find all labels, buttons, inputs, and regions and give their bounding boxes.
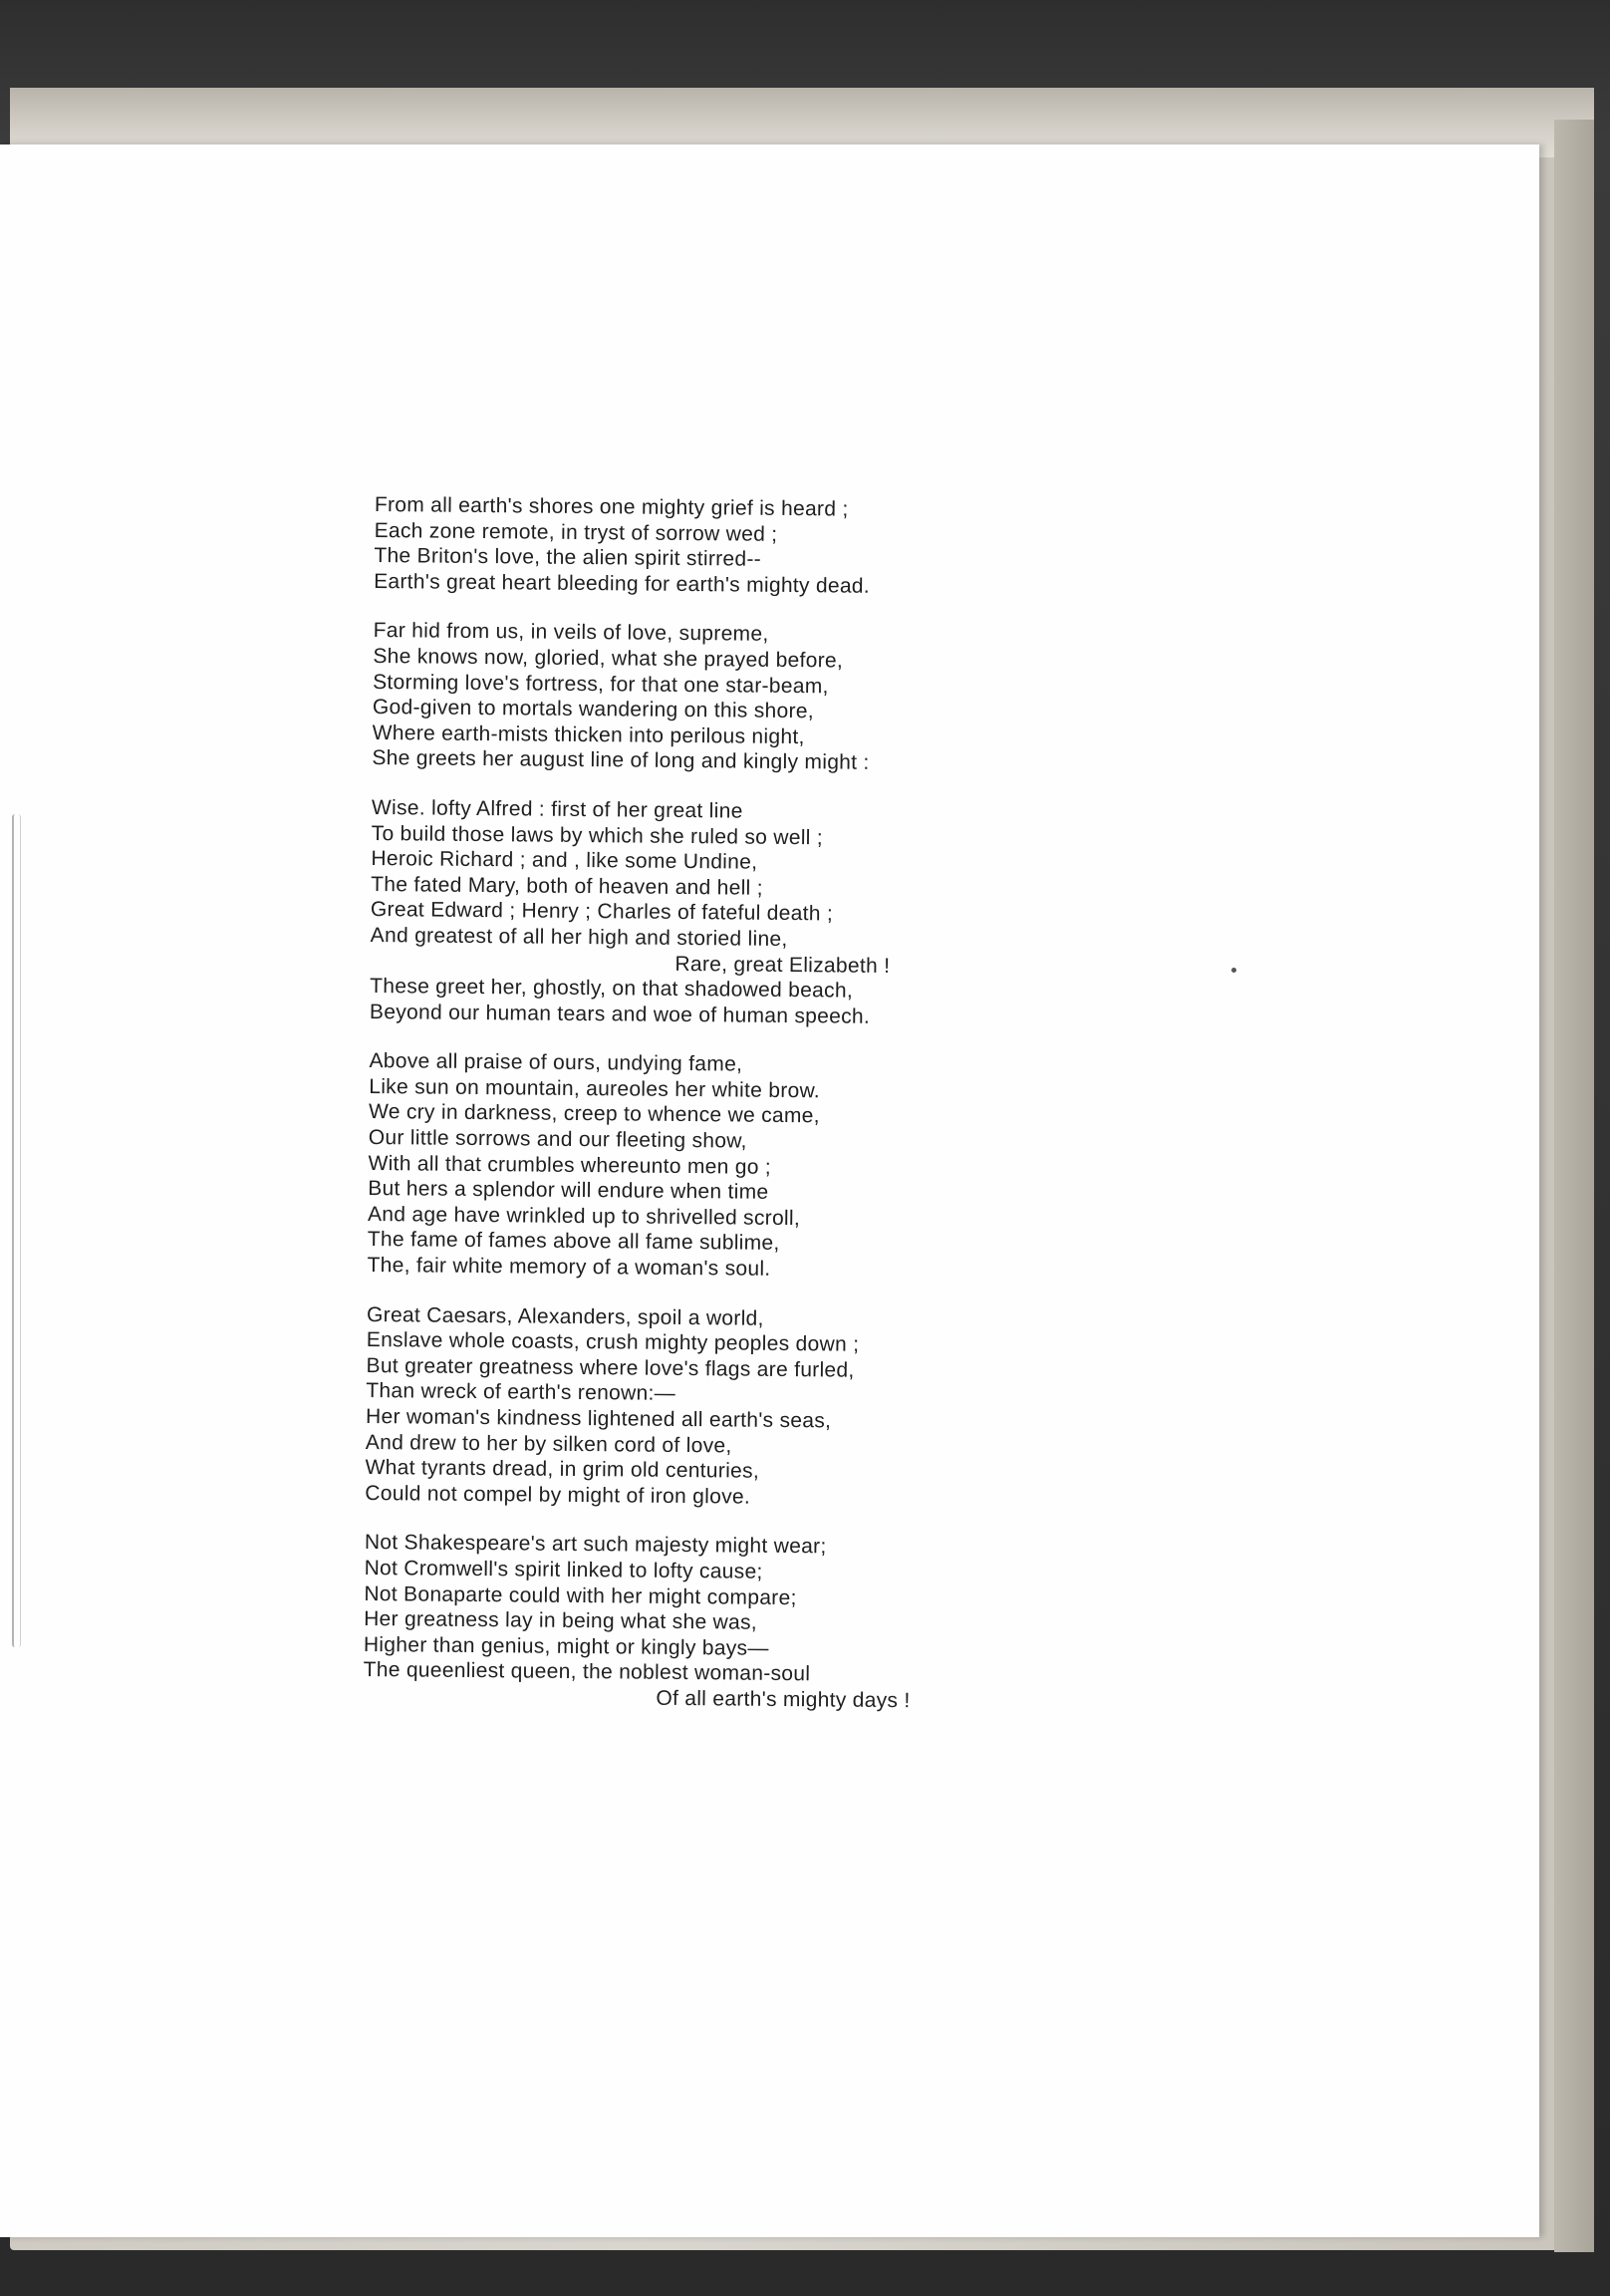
backing-board-right-edge bbox=[1554, 120, 1594, 2252]
poem-line: Not Shakespeare's art such majesty might wear; bbox=[364, 1531, 827, 1559]
poem-line: The Briton's love, the alien spirit stirred-- bbox=[374, 544, 762, 571]
stanza-3 bbox=[370, 795, 1009, 1030]
poem-line: Not Cromwell's spirit linked to lofty cause; bbox=[364, 1556, 763, 1583]
poem-line: But greater greatness where love's flags are furled, bbox=[366, 1353, 855, 1382]
poem-line: Earth's great heart bleeding for earth's mighty dead. bbox=[374, 569, 871, 598]
stanza-5 bbox=[365, 1302, 1004, 1513]
poem-line: From all earth's shores one mighty grief is heard ; bbox=[374, 492, 849, 521]
poem-line-indented: Rare, great Elizabeth ! bbox=[674, 952, 891, 978]
poem-line: The fated Mary, both of heaven and hell ; bbox=[371, 872, 763, 900]
poem-line: Each zone remote, in tryst of sorrow wed ; bbox=[374, 518, 778, 546]
poem-line: But hers a splendor will endure when time bbox=[368, 1177, 769, 1205]
poem-line: To build those laws by which she ruled so well ; bbox=[371, 821, 824, 849]
poem-line: Not Bonaparte could with her might compare; bbox=[364, 1581, 797, 1609]
poem-line: What tyrants dread, in grim old centuries, bbox=[365, 1456, 760, 1483]
poem-line: The queenliest queen, the noblest woman-soul bbox=[363, 1658, 811, 1686]
poem-line: Her greatness lay in being what she was, bbox=[364, 1607, 758, 1634]
poem-line: And drew to her by silken cord of love, bbox=[365, 1430, 732, 1458]
stanza-4 bbox=[367, 1048, 1006, 1284]
poem-line: Beyond our human tears and woe of human speech. bbox=[369, 1000, 871, 1028]
poem-line: Than wreck of earth's renown:— bbox=[366, 1379, 676, 1406]
poem-line: Enslave whole coasts, crush mighty peoples down ; bbox=[366, 1328, 860, 1356]
ink-speck bbox=[1231, 968, 1236, 973]
poem-line: Great Caesars, Alexanders, spoil a world, bbox=[366, 1302, 764, 1330]
poem-line: Like sun on mountain, aureoles her white brow. bbox=[369, 1074, 821, 1103]
binding-mark bbox=[12, 814, 21, 1647]
poem-line: Heroic Richard ; and , like some Undine, bbox=[371, 847, 758, 874]
poem-line: The fame of fames above all fame sublime, bbox=[367, 1228, 780, 1256]
poem-line: Great Edward ; Henry ; Charles of fateful death ; bbox=[370, 898, 834, 926]
stanza-6 bbox=[363, 1530, 1002, 1714]
poem-line: Where earth-mists thicken into perilous night, bbox=[372, 720, 805, 748]
poem-line: Storming love's fortress, for that one star-beam, bbox=[373, 670, 829, 698]
poem-line: Our little sorrows and our fleeting show, bbox=[368, 1126, 747, 1153]
poem-line: The, fair white memory of a woman's soul. bbox=[367, 1253, 771, 1281]
poem-line: And greatest of all her high and storied line, bbox=[370, 923, 788, 951]
poem-line: Far hid from us, in veils of love, supreme, bbox=[373, 619, 769, 647]
poem-line: We cry in darkness, creep to whence we came, bbox=[368, 1100, 820, 1128]
poem-line: Above all praise of ours, undying fame, bbox=[369, 1049, 743, 1076]
poem-line: With all that crumbles whereunto men go ; bbox=[368, 1151, 772, 1179]
poem-line: These greet her, ghostly, on that shadowed beach, bbox=[370, 975, 854, 1003]
poem-line-indented: Of all earth's mighty days ! bbox=[656, 1686, 911, 1713]
stanza-2 bbox=[372, 618, 1010, 777]
poem bbox=[363, 492, 1012, 1739]
poem-line: God-given to mortals wandering on this shore, bbox=[372, 696, 815, 723]
poem-line: Wise. lofty Alfred : first of her great line bbox=[371, 795, 743, 823]
poem-line: Higher than genius, might or kingly bays— bbox=[363, 1632, 769, 1660]
poem-line: She knows now, gloried, what she prayed before, bbox=[373, 644, 844, 673]
poem-line: Could not compel by might of iron glove. bbox=[365, 1481, 751, 1509]
stanza-1 bbox=[374, 492, 1012, 601]
poem-line: And age have wrinkled up to shrivelled scroll, bbox=[367, 1202, 801, 1230]
poem-line: Her woman's kindness lightened all earth's seas, bbox=[365, 1404, 832, 1433]
poem-line: She greets her august line of long and kingly might : bbox=[372, 746, 870, 775]
